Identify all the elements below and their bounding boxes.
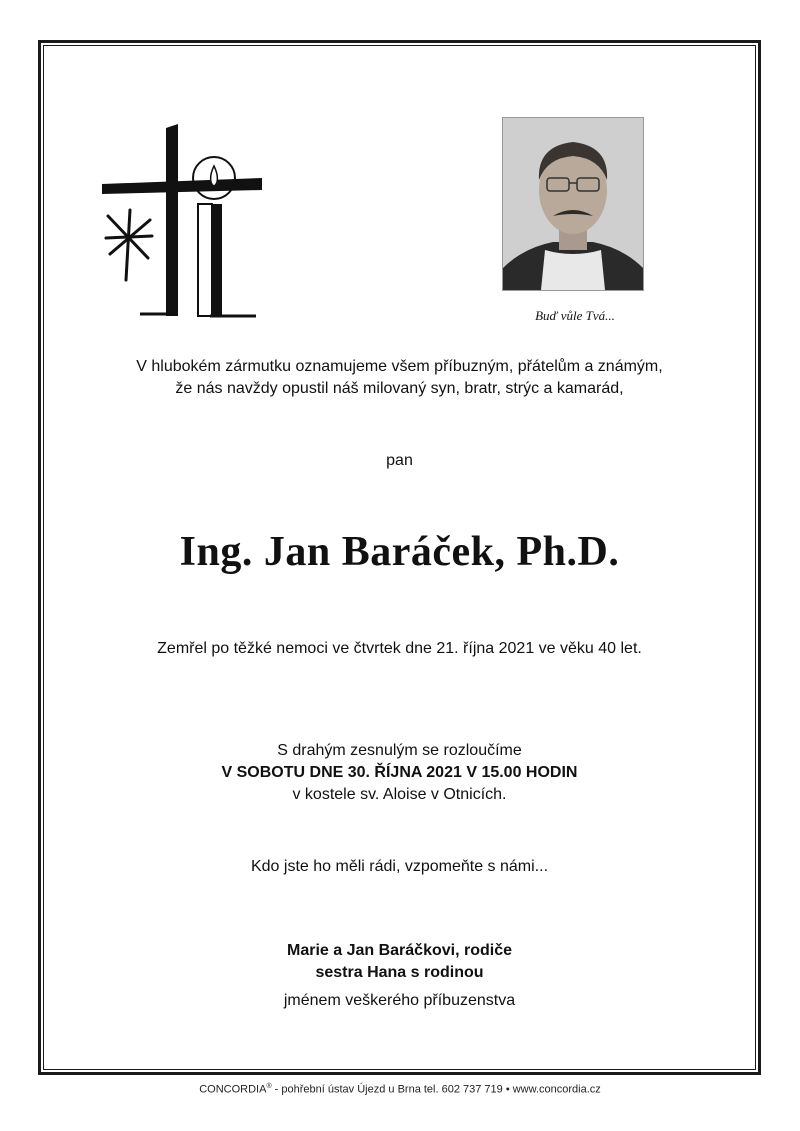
footer-contact: - pohřební ústav Újezd u Brna tel. 602 737 719 • www.concordia.cz [271,1083,601,1096]
intro-line: že nás navždy opustil náš milovaný syn, bratr, strýc a kamarád, [175,380,624,397]
funeral-info [43,740,756,806]
behalf-text: jménem veškerého příbuzenstva [283,992,516,1009]
funeral-line: S drahým zesnulým se rozloučíme [277,742,522,759]
funeral-place: v kostele sv. Aloise v Otnicích. [292,786,507,803]
footer-brand: CONCORDIA [199,1083,267,1096]
cross-candle-emblem [100,118,270,328]
funeral-date: V SOBOTU DNE 30. ŘÍJNA 2021 V 15.00 HODIN [221,764,578,781]
signers [43,940,756,984]
portrait-photo [502,117,644,291]
registered-mark: ® [266,1083,272,1090]
memory-text: Kdo jste ho měli rádi, vzpomeňte s námi... [250,858,549,875]
deceased-name: Ing. Jan Baráček, Ph.D. [179,529,620,575]
footer [0,1083,800,1096]
intro-line: V hlubokém zármutku oznamujeme všem příbuzným, přátelům a známým, [136,358,663,375]
title-pan: pan [386,452,413,469]
death-notice: Zemřel po těžké nemoci ve čtvrtek dne 21. října 2021 ve věku 40 let. [157,640,642,657]
signer-line: Marie a Jan Baráčkovi, rodiče [287,942,512,959]
motto: Buď vůle Tvá... [535,308,615,323]
intro-text [43,356,756,400]
signer-line: sestra Hana s rodinou [315,964,484,981]
